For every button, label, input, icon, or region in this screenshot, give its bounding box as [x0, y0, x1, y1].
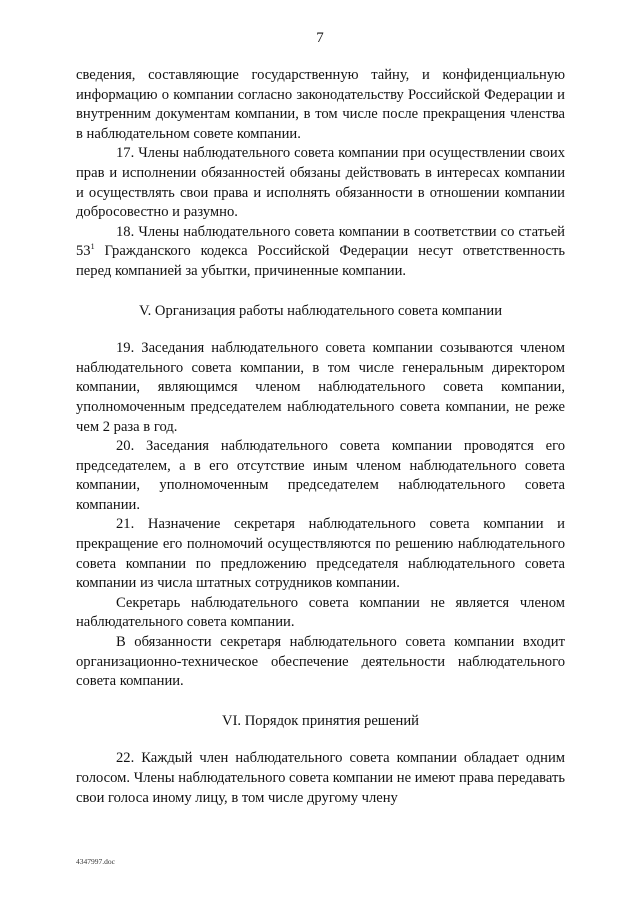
- paragraph-21: 21. Назначение секретаря наблюдательного совета компании и прекращение его полномочий осуществляются по решению наблюдательного совета компании по предложению председателя наблюдательного совета компании из числа штатных сотрудников компании.: [76, 516, 565, 592]
- section-v-heading: V. Организация работы наблюдательного совета компании: [138, 302, 503, 319]
- paragraph-20: 20. Заседания наблюдательного совета компании проводятся его председателем, а в его отсутствие иным членом наблюдательного совета компании, уполномоченным председателем наблюдательного совета компании.: [76, 438, 565, 513]
- paragraph-18-text-a: 18. Члены наблюдательного совета компании в соответствии со статьей 53: [76, 223, 565, 260]
- paragraph-19: 19. Заседания наблюдательного совета компании созываются членом наблюдательного совета компании, в том числе генеральным директором компании, являющимся членом наблюдательного совета компании, уполномоченным председателем наблюдательного совета компании, не реже чем 2 раза в год.: [76, 340, 565, 435]
- paragraph-22: 22. Каждый член наблюдательного совета компании обладает одним голосом. Члены наблюдательного совета компании не имеют права передавать свои голоса иному лицу, в том числе другому члену: [76, 750, 565, 806]
- footer-doc-id: 4347997.doc: [76, 857, 115, 866]
- document-body: [76, 66, 565, 808]
- paragraph-18-text-b: Гражданского кодекса Российской Федерации несут ответственность перед компанией за убытки, причиненные компании.: [76, 243, 565, 279]
- paragraph-17: 17. Члены наблюдательного совета компании при осуществлении своих прав и исполнении обязанностей обязаны действовать в интересах компании и осуществлять свои права и исполнять обязанности в отношении компании добросовестно и разумно.: [76, 145, 565, 221]
- page-number: 7: [316, 30, 324, 46]
- paragraph-18: [76, 223, 565, 282]
- section-vi-heading: VI. Порядок принятия решений: [222, 712, 419, 729]
- paragraph-21-secretary: Секретарь наблюдательного совета компании не является членом наблюдательного совета компании.: [76, 594, 565, 631]
- article-superscript: 1: [90, 242, 95, 252]
- paragraph-continuation: сведения, составляющие государственную тайну, и конфиденциальную информацию о компании согласно законодательству Российской Федерации и внутренним документам компании, в том числе после прекращения членства в наблюдательном совете компании.: [76, 67, 565, 142]
- paragraph-21-duties: В обязанности секретаря наблюдательного совета компании входит организационно-техническое обеспечение деятельности наблюдательного совета компании.: [76, 634, 565, 690]
